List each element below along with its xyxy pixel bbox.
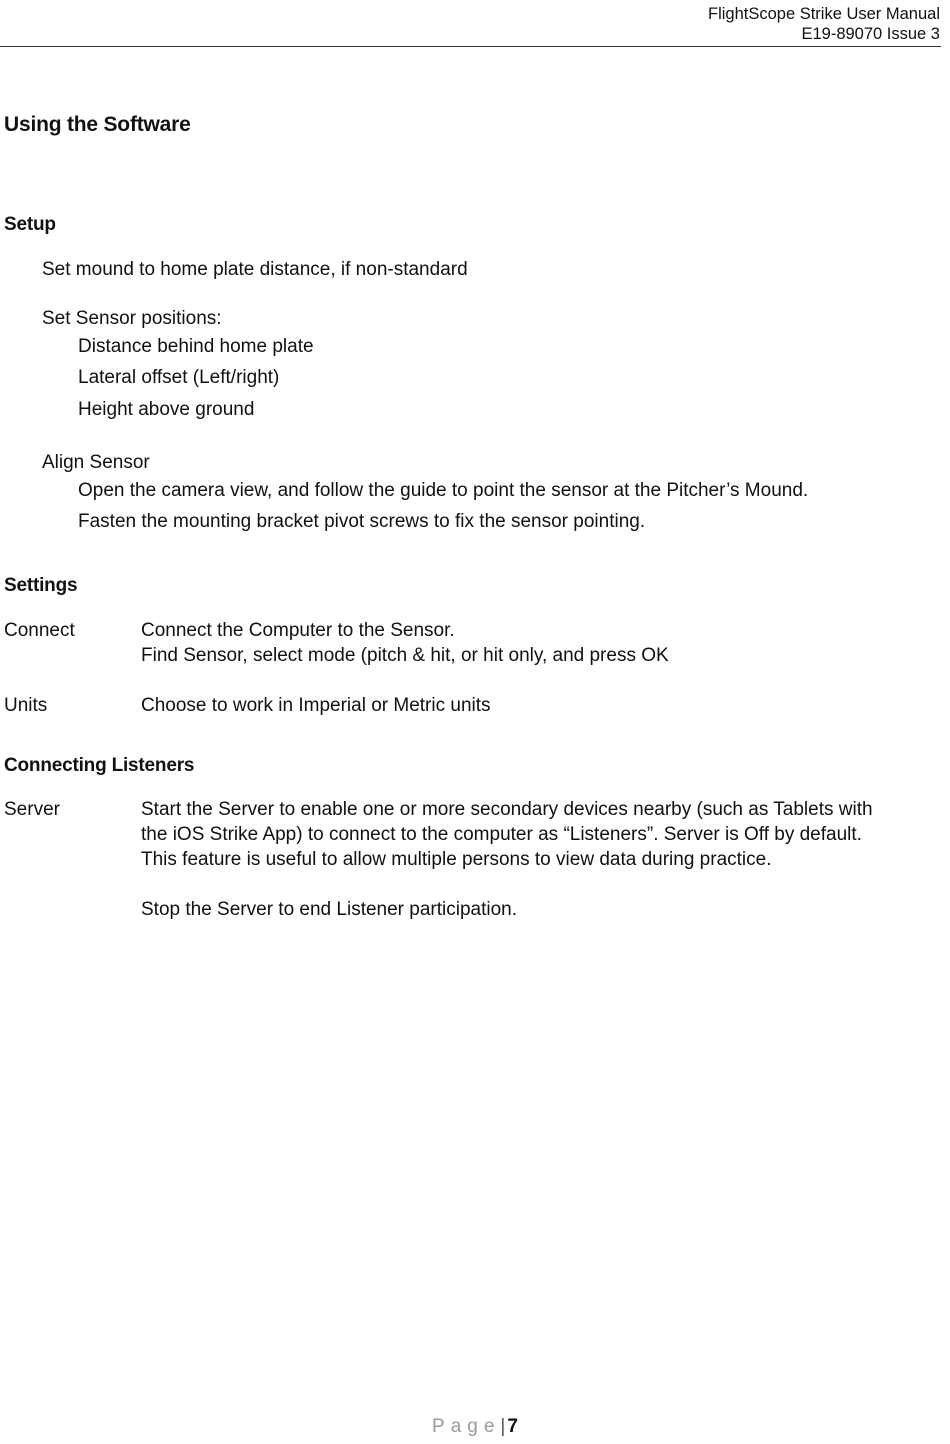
server-line: Start the Server to enable one or more secondary devices nearby (such as Tablets with (141, 799, 873, 820)
page-number: 7 (507, 1416, 518, 1437)
page-word: Page (432, 1416, 501, 1437)
setup-heading: Setup (4, 214, 56, 235)
units-term: Units (4, 695, 48, 716)
header-rule (0, 46, 941, 47)
connect-term: Connect (4, 620, 75, 641)
listeners-heading: Connecting Listeners (4, 755, 195, 776)
units-text: Choose to work in Imperial or Metric units (141, 695, 491, 716)
settings-heading: Settings (4, 575, 78, 596)
sensor-position-item: Distance behind home plate (78, 336, 314, 357)
server-line: This feature is useful to allow multiple persons to view data during practice. (141, 849, 772, 870)
page-footer (0, 1416, 950, 1438)
page-separator: | (500, 1416, 506, 1437)
mound-distance-text: Set mound to home plate distance, if non-standard (42, 259, 468, 280)
sensor-positions-label: Set Sensor positions: (42, 308, 222, 329)
server-stop-text: Stop the Server to end Listener participation. (141, 899, 518, 920)
align-sensor-item: Open the camera view, and follow the guide to point the sensor at the Pitcher’s Mound. (78, 480, 809, 501)
document-id: E19-89070 Issue 3 (801, 25, 940, 43)
sensor-position-item: Lateral offset (Left/right) (78, 367, 280, 388)
align-sensor-label: Align Sensor (42, 452, 150, 473)
manual-title: FlightScope Strike User Manual (707, 5, 940, 23)
sensor-position-item: Height above ground (78, 399, 255, 420)
server-term: Server (4, 799, 60, 820)
connect-line: Find Sensor, select mode (pitch & hit, or hit only, and press OK (141, 645, 669, 666)
server-line: the iOS Strike App) to connect to the computer as “Listeners”. Server is Off by default. (141, 824, 862, 845)
connect-line: Connect the Computer to the Sensor. (141, 620, 455, 641)
section-title: Using the Software (4, 113, 191, 136)
align-sensor-item: Fasten the mounting bracket pivot screws to fix the sensor pointing. (78, 511, 646, 532)
